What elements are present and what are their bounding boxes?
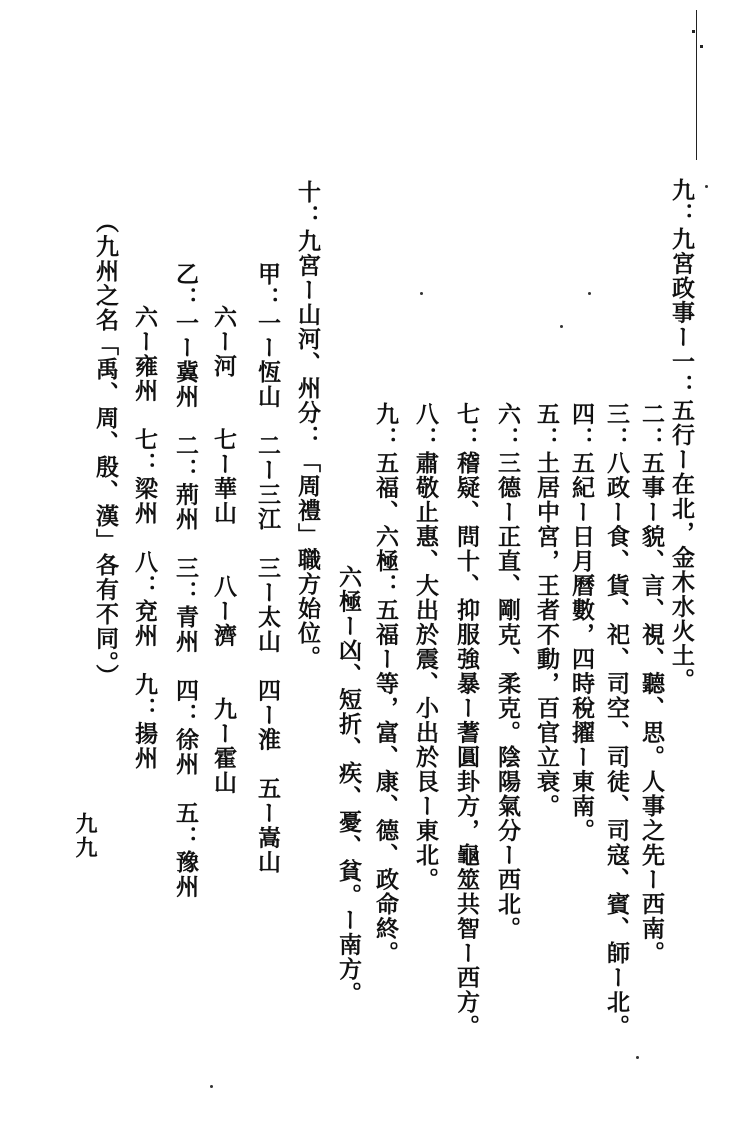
scan-speck	[705, 185, 708, 188]
text-column-5: 五：土居中宮，王者不動，百官立衰。	[533, 402, 560, 819]
text-column-7: 七：稽疑、問十、抑服強暴ー蓍圓卦方，龜筮共智ー西方。	[453, 402, 480, 1039]
text-column-12: 甲：一ー恆山 二ー三江 三ー太山 四ー淮 五ー嵩山	[254, 262, 281, 875]
text-column-15: 六ー雍州 七：梁州 八：兗州 九：揚州	[131, 305, 158, 771]
scan-speck	[636, 1056, 639, 1059]
top-margin-rule	[696, 10, 697, 160]
scan-speck	[210, 1085, 213, 1088]
margin-mark	[700, 45, 703, 48]
text-column-9: 九：五福、六極：五福ー等，富、康、德、政命終。	[372, 402, 399, 966]
margin-mark	[692, 30, 695, 33]
page-number: 九九	[72, 812, 98, 860]
text-column-2: 二：五事ー貌、言、視、聽、思。人事之先ー西南。	[638, 402, 665, 966]
text-column-6: 六：三德ー正直、剛克、柔克。陰陽氣分ー西北。	[494, 402, 521, 941]
text-column-8: 八：肅敬止惠、大出於震、小出於艮ー東北。	[412, 402, 439, 892]
text-column-14: 乙：一ー冀州 二：荊州 三：青州 四：徐州 五：豫州	[172, 262, 199, 899]
text-column-11: 十：九宮ー山河、州分：「周禮」職方始位。	[294, 180, 321, 670]
scan-speck	[560, 325, 563, 328]
text-column-16: （九州之名「禹、周、殷、漢」各有不同。）	[92, 210, 119, 689]
text-column-13: 六ー河 七ー華山 八ー濟 九ー霍山	[210, 305, 237, 795]
scan-speck	[588, 292, 591, 295]
scan-speck	[420, 292, 423, 295]
text-column-1: 九：九宮政事ー一：五行ー在北，金木水火土。	[668, 178, 695, 693]
text-column-3: 三：八政ー食、貨、祀、司空、司徒、司寇、賓、師ー北。	[603, 402, 630, 1039]
text-column-10: 六極ー凶、短折、疾、憂、貧。ー南方。	[335, 565, 362, 1006]
text-column-4: 四：五紀ー日月曆數，四時稅擢ー東南。	[568, 402, 595, 843]
